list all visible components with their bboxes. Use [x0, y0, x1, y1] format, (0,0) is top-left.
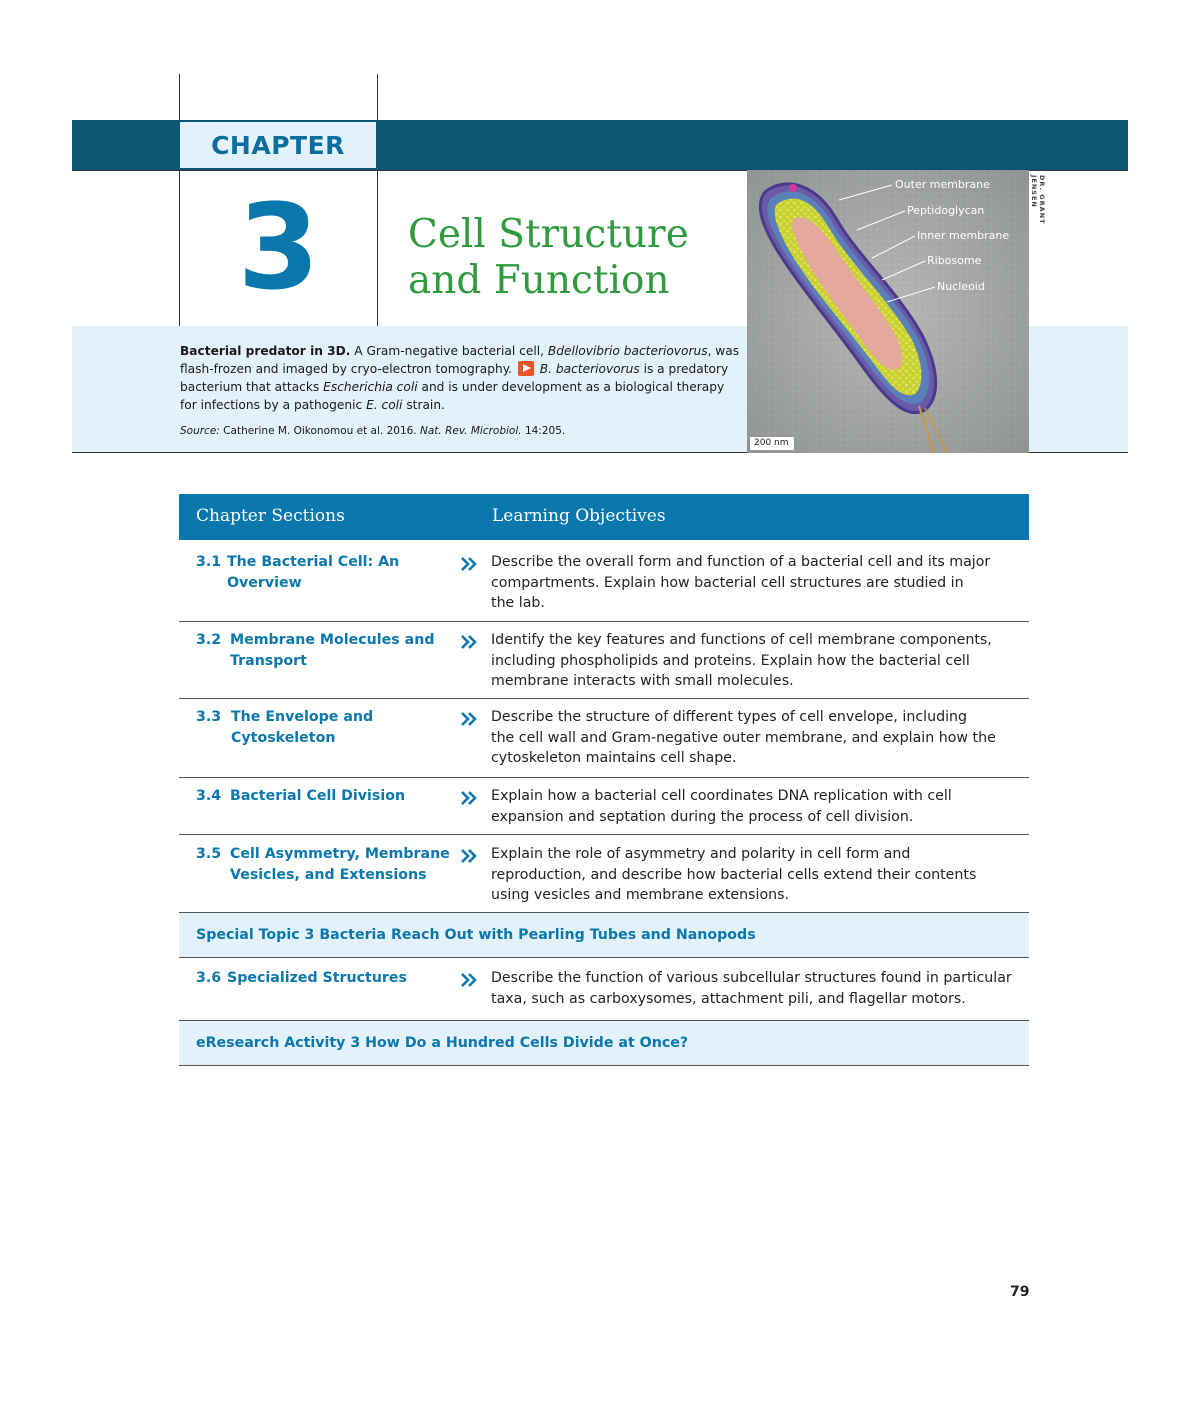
double-chevron-icon — [461, 973, 477, 987]
learning-objective — [491, 552, 1031, 614]
objective-line: Identify the key features and functions of cell membrane components, — [491, 632, 992, 648]
row-divider — [179, 698, 1029, 699]
source-text: Catherine M. Oikonomou et al. 2016. — [219, 425, 420, 437]
frame-line — [377, 74, 378, 326]
special-topic-row[interactable] — [179, 913, 1029, 957]
section-number: 3.6 — [196, 970, 222, 986]
section-title-line: Overview — [227, 575, 302, 591]
caption-source — [180, 425, 565, 437]
section-title[interactable] — [230, 630, 434, 672]
section-title[interactable] — [231, 707, 373, 749]
learning-objective — [491, 707, 1031, 769]
objective-line: Describe the function of various subcellular structures found in particular — [491, 970, 1012, 986]
caption-lead: Bacterial predator in 3D. — [180, 344, 351, 358]
micrograph-label: Nucleoid — [937, 280, 985, 293]
section-title-line: The Envelope and — [231, 709, 374, 725]
section-title[interactable] — [230, 786, 405, 807]
objective-line: taxa, such as carboxysomes, attachment pili, and flagellar motors. — [491, 990, 966, 1007]
objective-line: Explain the role of asymmetry and polarity in cell form and — [491, 846, 911, 862]
objective-line: the lab. — [491, 595, 545, 611]
eresearch-row[interactable] — [179, 1021, 1029, 1065]
chapter-title-line1: Cell Structure — [408, 212, 689, 257]
objective-line: reproduction, and describe how bacterial cells extend their contents — [491, 866, 977, 883]
micrograph-label: Ribosome — [927, 254, 982, 267]
objective-line: the cell wall and Gram-negative outer membrane, and explain how the — [491, 729, 996, 746]
section-number: 3.3 — [196, 709, 222, 725]
objective-line: Describe the overall form and function of a bacterial cell and its major — [491, 554, 991, 570]
section-title[interactable] — [227, 968, 407, 989]
objective-line: expansion and septation during the process of cell division. — [491, 808, 914, 825]
page-number: 79 — [1010, 1284, 1030, 1300]
source-label: Source: — [180, 425, 220, 437]
chapter-label: CHAPTER — [180, 122, 376, 168]
learning-objective — [491, 630, 1031, 692]
chapter-title — [408, 212, 689, 304]
learning-objective — [491, 786, 1031, 827]
scale-bar: 200 nm — [754, 438, 789, 448]
caption-text: A Gram-negative bacterial cell, — [350, 344, 548, 358]
learning-objective — [491, 844, 1031, 906]
objective-line: cytoskeleton maintains cell shape. — [491, 750, 737, 766]
section-title-line: Bacterial Cell Division — [230, 788, 406, 804]
objective-line: membrane interacts with small molecules. — [491, 673, 794, 689]
section-title-line: Cell Asymmetry, Membrane — [230, 846, 450, 862]
section-number: 3.2 — [196, 632, 222, 648]
micrograph-label: Peptidoglycan — [907, 204, 985, 217]
section-title-line: Cytoskeleton — [231, 730, 336, 746]
objective-line: including phospholipids and proteins. Explain how the bacterial cell — [491, 652, 970, 669]
caption-prey: Escherichia coli — [323, 380, 418, 394]
section-title-line: Transport — [230, 653, 307, 669]
row-divider — [179, 777, 1029, 778]
double-chevron-icon — [461, 557, 477, 571]
eresearch-label: eResearch Activity 3 How Do a Hundred Cells Divide at Once? — [196, 1035, 689, 1051]
objective-line: compartments. Explain how bacterial cell structures are studied in — [491, 574, 964, 591]
double-chevron-icon — [461, 712, 477, 726]
section-number: 3.4 — [196, 788, 222, 804]
caption-text: and is under development as a biological therapy for infections by a pathogenic — [180, 380, 725, 412]
micrograph-label: Outer membrane — [895, 178, 990, 191]
micrograph-label: Inner membrane — [917, 229, 1010, 242]
special-topic-label: Special Topic 3 Bacteria Reach Out with Pearling Tubes and Nanopods — [196, 927, 756, 943]
caption-text: is a predatory bacterium that attacks — [180, 362, 729, 394]
section-title-line: Specialized Structures — [227, 970, 407, 986]
double-chevron-icon — [461, 849, 477, 863]
row-divider — [179, 834, 1029, 835]
section-title-line: The Bacterial Cell: An — [227, 554, 400, 570]
caption-text: strain. — [402, 398, 445, 412]
photo-credit: DR. GRANT JENSEN — [1030, 175, 1046, 225]
source-journal: Nat. Rev. Microbiol. — [419, 425, 522, 437]
caption-text: , was flash-frozen and imaged by cryo-electron tomography. — [180, 344, 740, 376]
caption-organism: Bdellovibrio bacteriovorus — [547, 344, 708, 358]
chapter-title-line2: and Function — [408, 258, 670, 303]
col-header-sections: Chapter Sections — [196, 506, 345, 526]
play-video-icon[interactable] — [518, 361, 534, 376]
col-header-objectives: Learning Objectives — [492, 506, 666, 526]
objective-line: Describe the structure of different types of cell envelope, including — [491, 709, 968, 725]
table-header — [179, 494, 1029, 540]
objective-line: Explain how a bacterial cell coordinates DNA replication with cell — [491, 788, 952, 804]
micrograph-image — [747, 170, 1029, 453]
section-title-line: Membrane Molecules and — [230, 632, 435, 648]
section-title[interactable] — [227, 552, 399, 594]
caption-organism-short: B. bacteriovorus — [539, 362, 640, 376]
row-divider — [179, 1065, 1029, 1066]
section-number: 3.1 — [196, 554, 222, 570]
caption-prey-short: E. coli — [366, 398, 403, 412]
row-divider — [179, 621, 1029, 622]
row-divider — [179, 957, 1029, 958]
learning-objective — [491, 968, 1031, 1009]
chapter-number: 3 — [237, 178, 320, 316]
double-chevron-icon — [461, 635, 477, 649]
section-number: 3.5 — [196, 846, 222, 862]
double-chevron-icon — [461, 791, 477, 805]
section-title-line: Vesicles, and Extensions — [230, 867, 427, 883]
section-title[interactable] — [230, 844, 450, 886]
figure-caption — [180, 342, 740, 414]
objective-line: using vesicles and membrane extensions. — [491, 887, 790, 903]
source-citation: 14:205. — [521, 425, 566, 437]
